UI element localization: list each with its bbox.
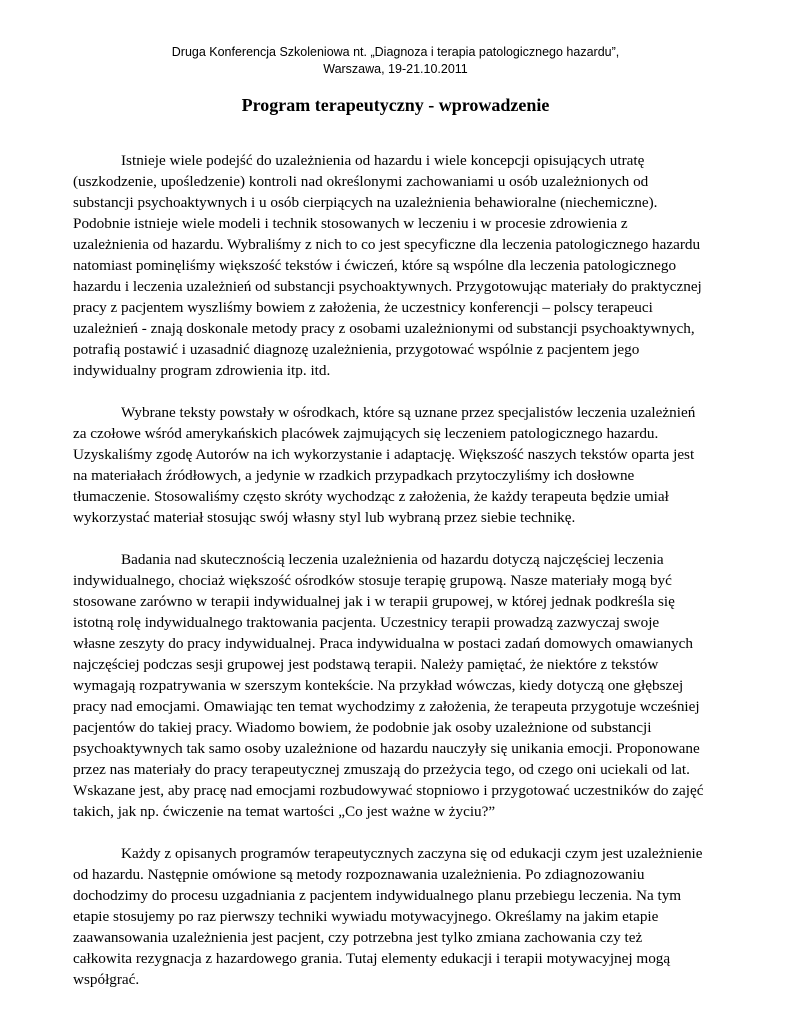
- text-line: uzależnień - znają doskonale metody pracy z osobami uzależnionymi od substancji psychoaktywnych,: [73, 320, 695, 337]
- text-line: potrafią postawić i uzasadnić diagnozę uzależnienia, przygotować wspólnie z pacjentem jego: [73, 341, 640, 358]
- text-line: hazardu i leczenia uzależnień od substancji psychoaktywnych. Przygotowując materiały do praktycznej: [73, 278, 702, 295]
- text-line: Wskazane jest, aby pracę nad emocjami rozbudowywać stopniowo i przygotować uczestników do zajęć: [73, 782, 704, 799]
- paragraph-2: [73, 402, 723, 528]
- text-line: Wybrane teksty powstały w ośrodkach, które są uznane przez specjalistów leczenia uzależnień: [121, 404, 696, 421]
- text-line: istotną rolę indywidualnego traktowania pacjenta. Uczestnicy terapii prowadzą zazwyczaj swoje: [73, 614, 660, 631]
- text-line: Podobnie istnieje wiele modeli i technik stosowanych w leczeniu i w procesie zdrowienia z: [73, 215, 628, 232]
- text-line: pracy z pacjentem wyszliśmy bowiem z założenia, że uczestnicy konferencji – polscy terapeuci: [73, 299, 653, 316]
- paragraph-1: [73, 150, 723, 381]
- conference-header-line-1: Druga Konferencja Szkoleniowa nt. „Diagnoza i terapia patologicznego hazardu”,: [171, 45, 620, 59]
- text-line: Badania nad skutecznością leczenia uzależnienia od hazardu dotyczą najczęściej leczenia: [121, 551, 664, 568]
- paragraph-3: [73, 549, 723, 822]
- text-line: dochodzimy do procesu uzgadniania z pacjentem indywidualnego planu przebiegu leczenia. Na tym: [73, 887, 682, 904]
- text-line: wymagają rozpatrywania w szerszym kontekście. Na przykład wówczas, kiedy dotyczą one głębszej: [73, 677, 684, 694]
- conference-header-line-2: Warszawa, 19-21.10.2011: [323, 62, 468, 76]
- text-line: za czołowe wśród amerykańskich placówek zajmujących się leczeniem patologicznego hazardu.: [73, 425, 659, 442]
- text-line: indywidualny program zdrowienia itp. itd.: [73, 362, 331, 379]
- conference-header: [0, 44, 791, 78]
- text-line: uzależnienia od hazardu. Wybraliśmy z nich to co jest specyficzne dla leczenia patologicznego hazardu: [73, 236, 701, 253]
- page-title: Program terapeutyczny - wprowadzenie: [241, 95, 550, 115]
- text-line: na materiałach źródłowych, a jedynie w rzadkich przypadkach przytoczyliśmy ich dosłowne: [73, 467, 635, 484]
- text-line: wykorzystać materiał stosując swój własny styl lub wybraną przez siebie technikę.: [73, 509, 576, 526]
- text-line: najczęściej podczas sesji grupowej jest podstawą terapii. Należy pamiętać, że niektóre z tekstów: [73, 656, 659, 673]
- text-line: całkowita rezygnacja z hazardowego grania. Tutaj elementy edukacji i terapii motywacyjnej mogą: [73, 950, 671, 967]
- text-line: psychoaktywnych tak samo osoby uzależnione od hazardu nauczyły się unikania emocji. Proponowane: [73, 740, 700, 757]
- text-line: od hazardu. Następnie omówione są metody rozpoznawania uzależnienia. Po zdiagnozowaniu: [73, 866, 645, 883]
- text-line: natomiast pominęliśmy większość tekstów i ćwiczeń, które są wspólne dla leczenia patologicznego: [73, 257, 677, 274]
- text-line: etapie stosujemy po raz pierwszy techniki wywiadu motywacyjnego. Określamy na jakim etapie: [73, 908, 659, 925]
- text-line: własne zeszyty do pracy indywidualnej. Praca indywidualna w postaci zadań domowych omawianych: [73, 635, 693, 652]
- text-line: tłumaczenie. Stosowaliśmy często skróty wychodząc z założenia, że każdy terapeuta będzie umiał: [73, 488, 669, 505]
- text-line: współgrać.: [73, 971, 140, 988]
- text-line: pacjentów do takiej pracy. Wiadomo bowiem, że podobnie jak osoby uzależnione od substancji: [73, 719, 652, 736]
- text-line: pracy nad emocjami. Omawiając ten temat wychodzimy z założenia, że terapeuta przygotuje wcześniej: [73, 698, 700, 715]
- text-line: stosowane zarówno w terapii indywidualnej jak i w terapii grupowej, w której jednak podkreśla się: [73, 593, 675, 610]
- text-line: przez nas materiały do pracy terapeutycznej zmuszają do przeżycia tego, od czego oni uciekali od lat.: [73, 761, 690, 778]
- text-line: (uszkodzenie, upośledzenie) kontroli nad określonymi zachowaniami u osób uzależnionych od: [73, 173, 649, 190]
- text-line: takich, jak np. ćwiczenie na temat wartości „Co jest ważne w życiu?”: [73, 803, 496, 820]
- text-line: indywidualnego, chociaż większość ośrodków stosuje terapię grupową. Nasze materiały mogą być: [73, 572, 672, 589]
- text-line: Istnieje wiele podejść do uzależnienia od hazardu i wiele koncepcji opisujących utratę: [121, 152, 645, 169]
- text-line: Każdy z opisanych programów terapeutycznych zaczyna się od edukacji czym jest uzależnienie: [121, 845, 703, 862]
- text-line: zaawansowania uzależnienia jest pacjent, czy potrzebna jest tylko zmiana zachowania czy też: [73, 929, 643, 946]
- text-line: substancji psychoaktywnych i u osób cierpiących na uzależnienia behawioralne (niechemiczne).: [73, 194, 658, 211]
- paragraph-4: [73, 843, 723, 990]
- document-body: [73, 150, 723, 1011]
- text-line: Uzyskaliśmy zgodę Autorów na ich wykorzystanie i adaptację. Większość naszych tekstów oparta jest: [73, 446, 695, 463]
